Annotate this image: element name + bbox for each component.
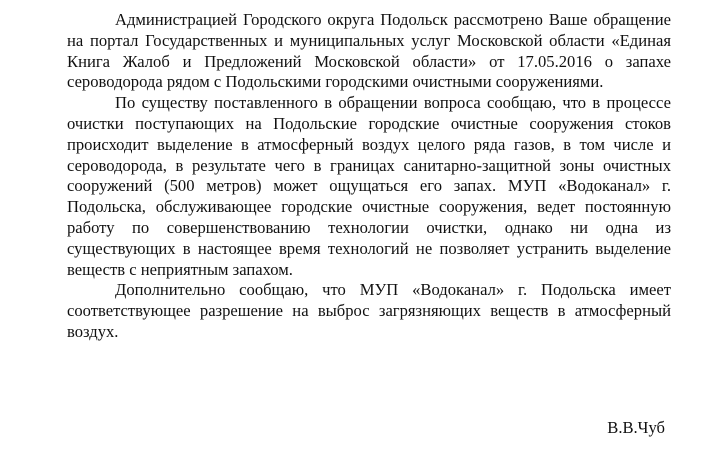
paragraph-explanation: По существу поставленного в обращении вопроса сообщаю, что в процессе очистки поступающих на Подольские городские очистные сооружения стоков происходит выделение в атмосферный воздух целого ряда газов, в том числе и сероводорода, в результате чего в границах санитарно-защитной зоны очистных сооружений (500 метров) может ощущаться его запах. МУП «Водоканал» г. Подольска, обслуживающее городские очистные сооружения, ведет постоянную работу по совершенствованию технологии очистки, однако ни одна из существующих в настоящее время технологий не позволяет устранить выделение веществ с неприятным запахом. <box>67 93 671 279</box>
paragraph-review-notice: Администрацией Городского округа Подольск рассмотрено Ваше обращение на портал Государственных и муниципальных услуг Московской области «Единая Книга Жалоб и Предложений Московской области» от 17.05.2016 о запахе сероводорода рядом с Подольскими городскими очистными сооружениями. <box>67 10 671 92</box>
signature: В.В.Чуб <box>607 418 665 437</box>
letter-body <box>67 10 671 343</box>
paragraph-permit: Дополнительно сообщаю, что МУП «Водоканал» г. Подольска имеет соответствующее разрешение на выброс загрязняющих веществ в атмосферный воздух. <box>67 280 671 341</box>
